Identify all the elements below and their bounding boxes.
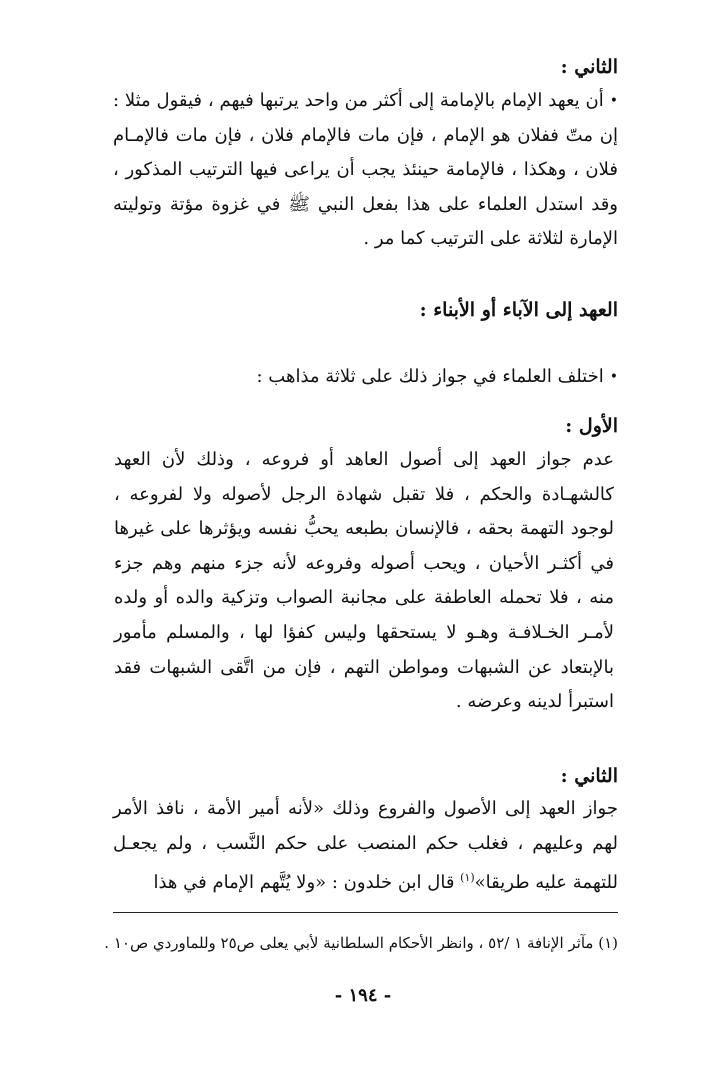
footnote: (١) مآثر الإنافة ١ /٥٢ ، وانظر الأحكام السلطانية لأبي يعلى ص٢٥ وللماوردي ص١٠ . — [104, 934, 618, 952]
section-heading-second: الثاني : — [560, 56, 618, 78]
paragraph-text-continued: قال ابن خلدون : «ولا يُتَّهم الإمام في هذا — [153, 872, 461, 894]
paragraph-first-opinion: عدم جواز العهد إلى أصول العاهد أو فروعه ، وذلك لأن العهد كالشهـادة والحكم ، فلا تقبل شهادة الرجل لأصوله ولا لفروعه ، لوجود التهمة بحقه ، فالإنسان بطبعه يحبُّ نفسه ويؤثرها على غيرها في أكثـر الأحيان ، ويحب أصوله وفروعه لأنه جزء منهم وهم جزء منه ، فلا تحمله العاطفة على مجانبة الصواب وتزكية والده أو ولده لأمـر الخـلافـة وهـو لا يستحقها وليس كفؤا لها ، والمسلم مأمور بالإبتعاد عن الشبهات ومواطن التهم ، فإن من اتَّقى الشبهات فقد استبرأ لدينه وعرضه . — [114, 449, 614, 713]
paragraph-scholars-disagree — [113, 360, 618, 395]
section-heading-second-opinion: الثاني : — [560, 765, 618, 787]
paragraph-text: أن يعهد الإمام بالإمامة إلى أكثر من واحد يرتبها فيهم ، فيقول مثلا : إن متّ ففلان هو الإمام ، فإن مات فالإمام فلان ، فإن مات فالإمـام فلان ، وهكذا ، فالإمامة حينئذ يجب أن يراعى فيها الترتيب المذكور ، وقد استدل العلماء على هذا بفعل النبي ﷺ في غزوة مؤتة وتوليته الإمارة لثلاثة على الترتيب كما مر . — [113, 90, 618, 250]
footnote-marker: (١) — [460, 871, 475, 885]
paragraph-text: جواز العهد إلى الأصول والفروع وذلك «لأنه أمير الأمة ، نافذ الأمر لهم وعليهم ، فغلب حكم المنصب على حكم النَّسب ، ولم يجعـل للتهمة عليه طريقا» — [113, 798, 618, 894]
paragraph-text: اختلف العلماء في جواز ذلك على ثلاثة مذاهب : — [256, 366, 604, 387]
page-number: - ١٩٤ - — [334, 985, 392, 1006]
section-heading-first: الأول : — [565, 415, 618, 437]
paragraph-multiple-successors — [113, 84, 618, 257]
bullet-icon: • — [609, 369, 618, 385]
footnote-divider — [113, 912, 618, 913]
paragraph-second-opinion — [113, 792, 618, 901]
section-heading-fathers-sons: العهد إلى الآباء أو الأبناء : — [419, 299, 618, 321]
bullet-icon: • — [609, 93, 618, 109]
